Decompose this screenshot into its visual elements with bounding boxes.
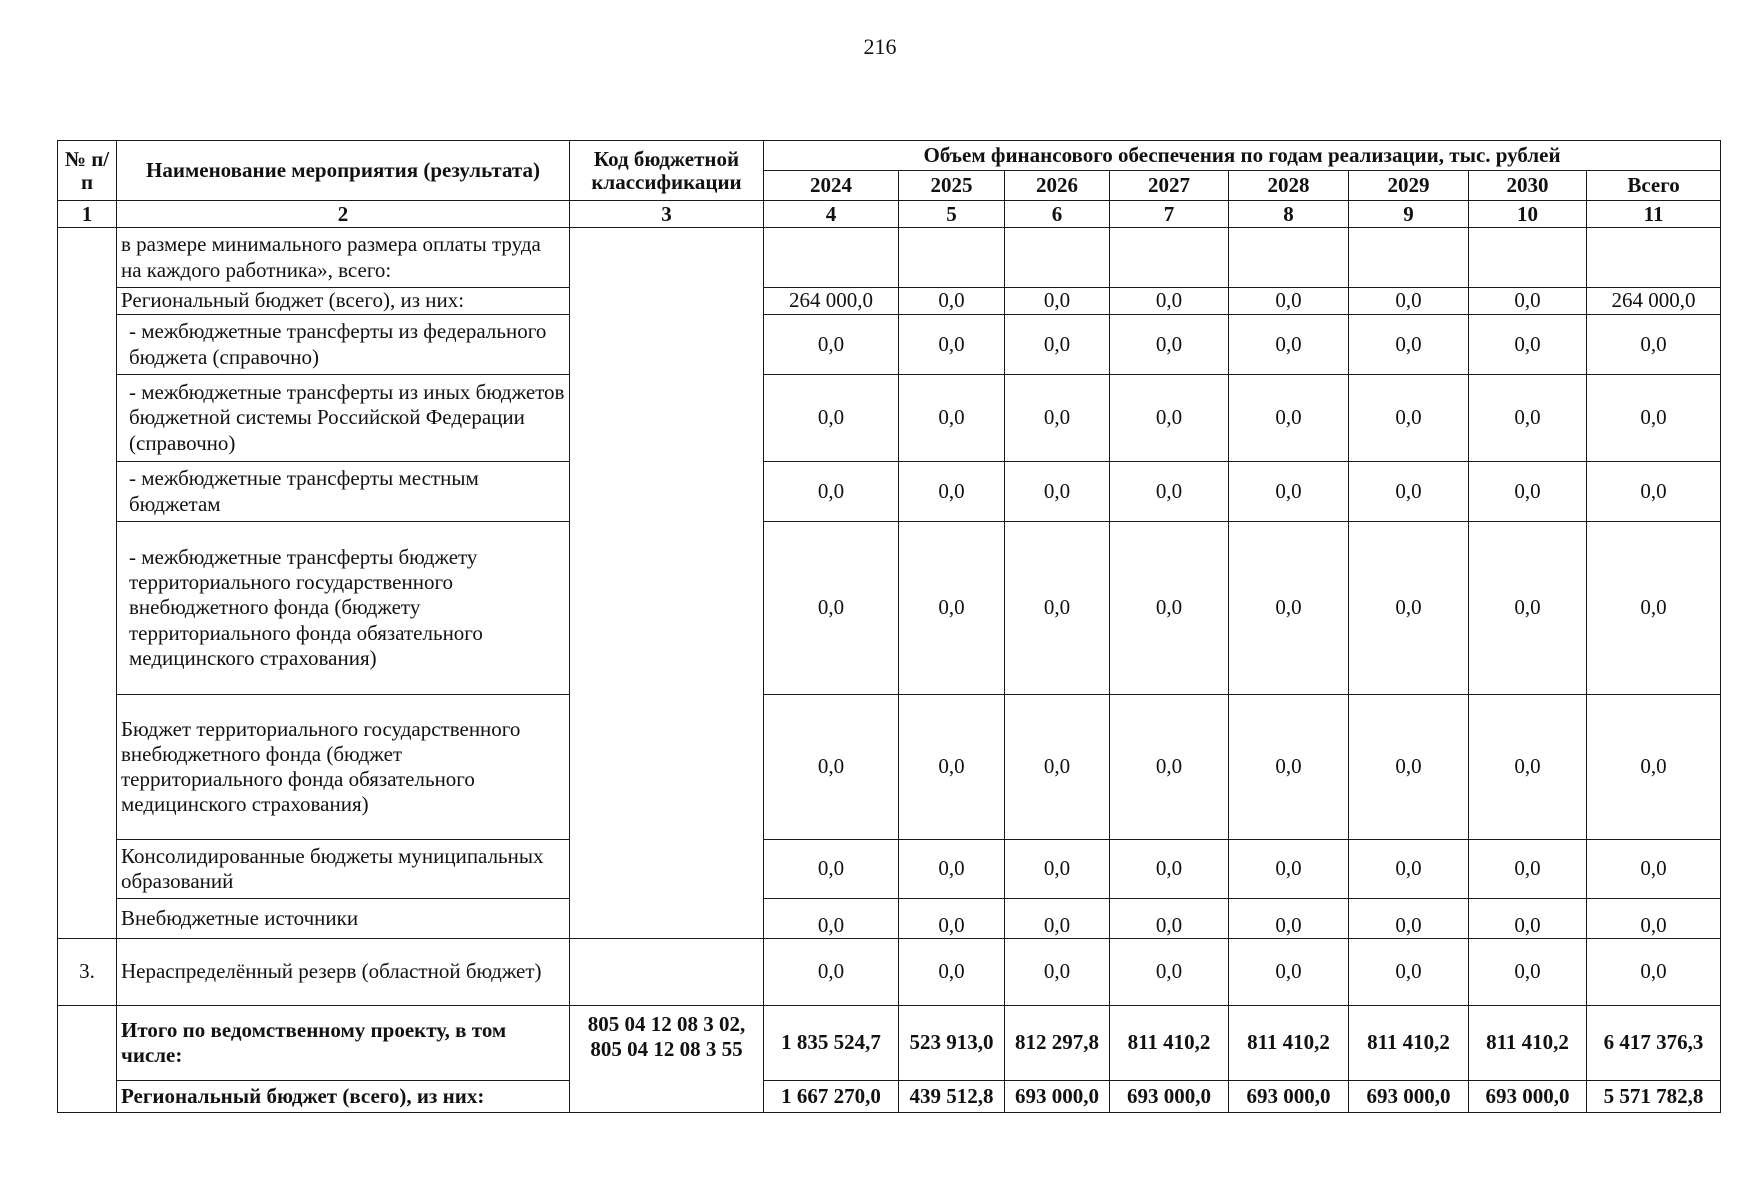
value-cell (1005, 228, 1110, 288)
value-cell: 0,0 (899, 462, 1005, 522)
header-total: Всего (1587, 171, 1721, 201)
value-cell (899, 228, 1005, 288)
value-cell: 0,0 (1110, 375, 1229, 462)
value-cell: 523 913,0 (899, 1006, 1005, 1081)
header-volume: Объем финансового обеспечения по годам реализации, тыс. рублей (764, 141, 1721, 171)
row-name: - межбюджетные трансферты бюджету территориального государственного внебюджетного фонда (бюджету территориального фонда обязательного медицинского страхования) (117, 522, 570, 695)
value-cell: 0,0 (1349, 462, 1469, 522)
value-cell (764, 228, 899, 288)
value-cell: 0,0 (1110, 315, 1229, 375)
value-cell: 811 410,2 (1349, 1006, 1469, 1081)
column-index: 7 (1110, 201, 1229, 228)
value-cell: 0,0 (764, 462, 899, 522)
value-cell: 0,0 (764, 939, 899, 1006)
header-year: 2028 (1229, 171, 1349, 201)
row-name: Итого по ведомственному проекту, в том числе: (117, 1006, 570, 1081)
header-year: 2027 (1110, 171, 1229, 201)
value-cell: 0,0 (899, 288, 1005, 315)
value-cell: 693 000,0 (1469, 1081, 1587, 1113)
table-row (58, 522, 1721, 695)
row-name: Внебюджетные источники (117, 899, 570, 939)
value-cell: 0,0 (1110, 695, 1229, 840)
value-cell: 0,0 (1587, 462, 1721, 522)
table-row-total (58, 1006, 1721, 1081)
value-cell: 0,0 (1005, 939, 1110, 1006)
value-cell: 0,0 (1229, 840, 1349, 899)
column-index: 2 (117, 201, 570, 228)
header-year: 2029 (1349, 171, 1469, 201)
row-number-cell (58, 1006, 117, 1113)
table-row (58, 288, 1721, 315)
value-cell: 0,0 (1005, 695, 1110, 840)
value-cell: 0,0 (764, 695, 899, 840)
column-index: 8 (1229, 201, 1349, 228)
value-cell: 693 000,0 (1005, 1081, 1110, 1113)
value-cell: 0,0 (899, 522, 1005, 695)
value-cell: 0,0 (899, 899, 1005, 939)
column-index: 3 (570, 201, 764, 228)
value-cell (1229, 228, 1349, 288)
value-cell: 0,0 (1587, 899, 1721, 939)
header-year: 2024 (764, 171, 899, 201)
value-cell: 0,0 (1229, 288, 1349, 315)
value-cell: 0,0 (1587, 939, 1721, 1006)
value-cell: 0,0 (1469, 315, 1587, 375)
value-cell: 0,0 (1587, 522, 1721, 695)
row-name: Региональный бюджет (всего), из них: (117, 1081, 570, 1113)
value-cell: 0,0 (1229, 695, 1349, 840)
table-row (58, 1081, 1721, 1113)
table-row (58, 375, 1721, 462)
value-cell: 0,0 (1005, 375, 1110, 462)
value-cell: 693 000,0 (1229, 1081, 1349, 1113)
value-cell: 0,0 (1005, 840, 1110, 899)
column-index: 10 (1469, 201, 1587, 228)
value-cell: 0,0 (1587, 695, 1721, 840)
value-cell: 0,0 (1229, 899, 1349, 939)
value-cell: 0,0 (764, 375, 899, 462)
value-cell: 0,0 (1587, 375, 1721, 462)
value-cell: 264 000,0 (764, 288, 899, 315)
header-num: № п/п (58, 141, 117, 201)
value-cell: 0,0 (764, 315, 899, 375)
value-cell (1587, 228, 1721, 288)
value-cell: 0,0 (1110, 840, 1229, 899)
value-cell: 0,0 (1349, 522, 1469, 695)
value-cell (1349, 228, 1469, 288)
column-index: 11 (1587, 201, 1721, 228)
row-name: Консолидированные бюджеты муниципальных образований (117, 840, 570, 899)
value-cell: 0,0 (1469, 899, 1587, 939)
value-cell: 0,0 (1229, 522, 1349, 695)
value-cell: 439 512,8 (899, 1081, 1005, 1113)
value-cell: 0,0 (1349, 899, 1469, 939)
row-name: Бюджет территориального государственного внебюджетного фонда (бюджет территориального фонда обязательного медицинского страхования) (117, 695, 570, 840)
table-row (58, 939, 1721, 1006)
header-year: 2026 (1005, 171, 1110, 201)
value-cell: 0,0 (1005, 522, 1110, 695)
value-cell: 0,0 (764, 899, 899, 939)
header-year: 2030 (1469, 171, 1587, 201)
value-cell: 0,0 (1005, 315, 1110, 375)
value-cell: 0,0 (899, 939, 1005, 1006)
value-cell: 0,0 (1229, 462, 1349, 522)
value-cell: 0,0 (1005, 899, 1110, 939)
value-cell: 0,0 (899, 695, 1005, 840)
value-cell: 0,0 (1349, 375, 1469, 462)
value-cell: 0,0 (1229, 315, 1349, 375)
column-index: 9 (1349, 201, 1469, 228)
value-cell: 811 410,2 (1229, 1006, 1349, 1081)
value-cell: 0,0 (1469, 840, 1587, 899)
value-cell: 0,0 (1469, 462, 1587, 522)
code-cell (570, 228, 764, 939)
value-cell: 0,0 (899, 315, 1005, 375)
value-cell: 0,0 (764, 840, 899, 899)
code-cell (570, 939, 764, 1006)
table-row (58, 695, 1721, 840)
row-name: - межбюджетные трансферты из иных бюджетов бюджетной системы Российской Федерации (справочно) (117, 375, 570, 462)
value-cell: 0,0 (1110, 939, 1229, 1006)
value-cell: 0,0 (1469, 522, 1587, 695)
value-cell: 0,0 (1110, 522, 1229, 695)
header-row (58, 141, 1721, 171)
value-cell (1469, 228, 1587, 288)
value-cell: 1 835 524,7 (764, 1006, 899, 1081)
value-cell: 1 667 270,0 (764, 1081, 899, 1113)
value-cell: 0,0 (1469, 695, 1587, 840)
row-number: 3. (58, 939, 117, 1006)
row-number-cell (58, 228, 117, 939)
value-cell: 0,0 (1587, 315, 1721, 375)
value-cell: 0,0 (1005, 288, 1110, 315)
value-cell: 0,0 (1349, 939, 1469, 1006)
budget-code: 805 04 12 08 3 02, 805 04 12 08 3 55 (570, 1006, 764, 1113)
row-name: - межбюджетные трансферты местным бюджетам (117, 462, 570, 522)
value-cell: 693 000,0 (1110, 1081, 1229, 1113)
column-index: 4 (764, 201, 899, 228)
value-cell: 0,0 (1469, 375, 1587, 462)
table-row (58, 228, 1721, 288)
row-name: Региональный бюджет (всего), из них: (117, 288, 570, 315)
value-cell: 0,0 (1349, 288, 1469, 315)
value-cell: 0,0 (1469, 939, 1587, 1006)
table-row (58, 462, 1721, 522)
value-cell: 0,0 (1349, 840, 1469, 899)
value-cell: 0,0 (899, 840, 1005, 899)
table-row (58, 899, 1721, 939)
value-cell: 6 417 376,3 (1587, 1006, 1721, 1081)
column-index: 1 (58, 201, 117, 228)
column-index: 6 (1005, 201, 1110, 228)
value-cell: 0,0 (1110, 462, 1229, 522)
row-name: Нераспределённый резерв (областной бюджет) (117, 939, 570, 1006)
budget-table (57, 140, 1721, 1113)
value-cell: 0,0 (1587, 840, 1721, 899)
value-cell: 0,0 (1349, 315, 1469, 375)
header-year: 2025 (899, 171, 1005, 201)
value-cell: 0,0 (1349, 695, 1469, 840)
value-cell: 0,0 (899, 375, 1005, 462)
row-name: в размере минимального размера оплаты труда на каждого работника», всего: (117, 228, 570, 288)
value-cell: 5 571 782,8 (1587, 1081, 1721, 1113)
value-cell: 812 297,8 (1005, 1006, 1110, 1081)
column-index-row (58, 201, 1721, 228)
table-row (58, 315, 1721, 375)
value-cell: 0,0 (764, 522, 899, 695)
value-cell: 0,0 (1110, 899, 1229, 939)
value-cell: 0,0 (1005, 462, 1110, 522)
header-code: Код бюджетной классификации (570, 141, 764, 201)
value-cell: 264 000,0 (1587, 288, 1721, 315)
row-name: - межбюджетные трансферты из федерального бюджета (справочно) (117, 315, 570, 375)
value-cell: 811 410,2 (1469, 1006, 1587, 1081)
page-number: 216 (863, 34, 897, 59)
column-index: 5 (899, 201, 1005, 228)
value-cell (1110, 228, 1229, 288)
value-cell: 0,0 (1110, 288, 1229, 315)
value-cell: 0,0 (1229, 939, 1349, 1006)
value-cell: 0,0 (1229, 375, 1349, 462)
header-name: Наименование мероприятия (результата) (117, 141, 570, 201)
table-row (58, 840, 1721, 899)
value-cell: 811 410,2 (1110, 1006, 1229, 1081)
value-cell: 693 000,0 (1349, 1081, 1469, 1113)
value-cell: 0,0 (1469, 288, 1587, 315)
